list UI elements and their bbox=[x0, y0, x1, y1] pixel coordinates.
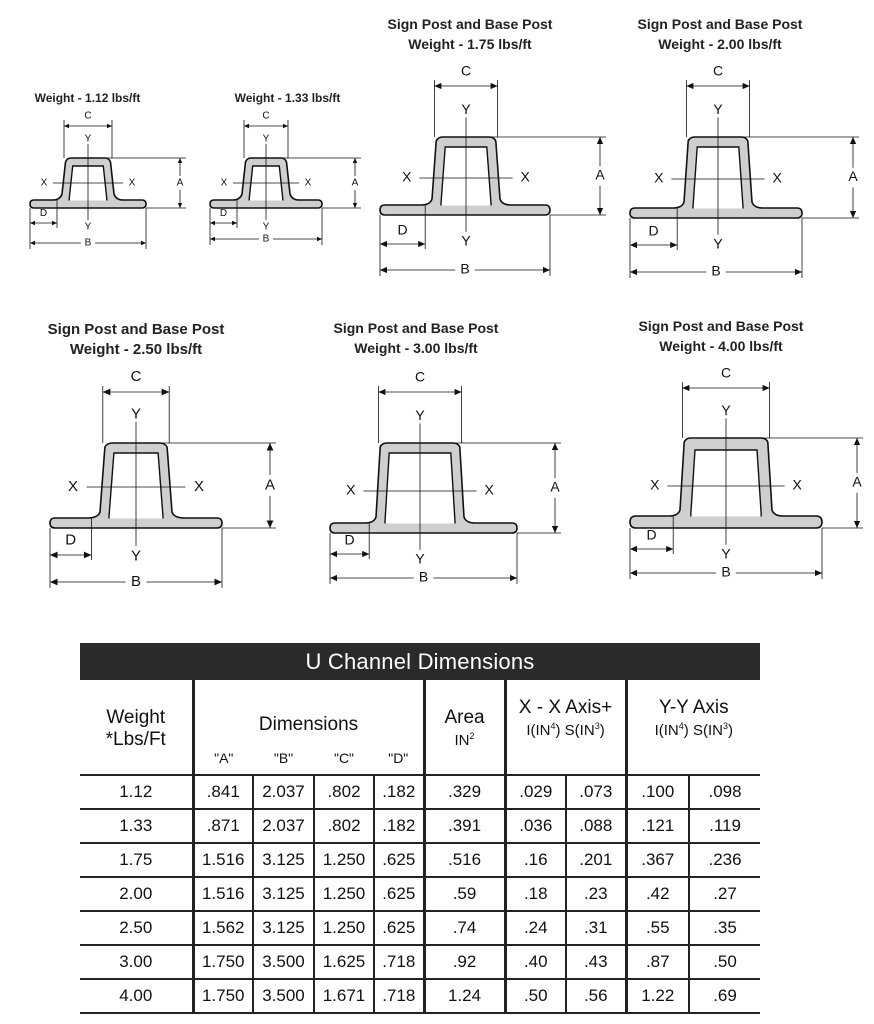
weight-header-line1: Weight bbox=[106, 707, 166, 728]
x-label-right: X bbox=[193, 477, 205, 495]
x-label-right: X bbox=[520, 168, 530, 185]
profile-1-diagram bbox=[0, 86, 184, 256]
d-label: D bbox=[344, 531, 355, 548]
x-label-left: X bbox=[654, 169, 664, 186]
xx-axis-title: X - X Axis+ bbox=[518, 697, 613, 718]
table-cell: .23 bbox=[566, 877, 626, 911]
table-cell: 3.500 bbox=[253, 945, 314, 979]
y-label-bottom: Y bbox=[130, 547, 142, 565]
y-label-bottom: Y bbox=[84, 221, 92, 233]
b-label: B bbox=[460, 260, 470, 277]
a-arrow-bottom bbox=[854, 521, 860, 528]
table-cell: .802 bbox=[314, 809, 374, 843]
table-cell: .029 bbox=[505, 775, 566, 809]
x-label-right: X bbox=[128, 177, 136, 189]
a-arrow-top bbox=[552, 443, 558, 450]
table-cell: .841 bbox=[193, 775, 253, 809]
dimensions-table bbox=[80, 680, 760, 1014]
dim-col-a: "A" bbox=[193, 742, 253, 775]
table-cell: .871 bbox=[193, 809, 253, 843]
x-label-left: X bbox=[650, 476, 660, 493]
table-cell: .367 bbox=[626, 843, 689, 877]
x-label-left: X bbox=[346, 481, 356, 498]
c-arrow-right bbox=[162, 389, 170, 396]
dimensions-header: Dimensions bbox=[193, 680, 424, 742]
table-cell: 1.250 bbox=[314, 843, 374, 877]
table-cell: .625 bbox=[374, 843, 424, 877]
profile-3-diagram bbox=[360, 12, 605, 287]
y-label-bottom: Y bbox=[415, 550, 425, 567]
a-arrow-bottom bbox=[178, 203, 183, 208]
a-arrow-bottom bbox=[353, 203, 358, 208]
table-cell: .100 bbox=[626, 775, 689, 809]
profile-7-weight: Weight - 4.00 lbs/ft bbox=[659, 338, 783, 354]
profile-5 bbox=[20, 320, 276, 595]
b-arrow-left bbox=[330, 575, 337, 581]
y-label-bottom: Y bbox=[262, 221, 270, 233]
table-cell: 3.125 bbox=[253, 877, 314, 911]
table-cell: .625 bbox=[374, 877, 424, 911]
profile-4-diagram bbox=[610, 12, 858, 287]
profile-2-weight: Weight - 1.33 lbs/ft bbox=[234, 91, 341, 105]
a-label: A bbox=[176, 177, 184, 189]
table-row bbox=[80, 911, 760, 945]
c-label: C bbox=[460, 62, 472, 79]
yy-i-sup: 4 bbox=[678, 721, 684, 731]
a-arrow-top bbox=[178, 158, 183, 163]
table-cell: .516 bbox=[424, 843, 505, 877]
b-label: B bbox=[130, 572, 142, 590]
a-label: A bbox=[550, 478, 560, 495]
table-cell: .56 bbox=[566, 979, 626, 1013]
c-label: C bbox=[84, 110, 92, 122]
d-label: D bbox=[39, 208, 48, 220]
b-arrow-right bbox=[215, 579, 223, 586]
dim-col-c: "C" bbox=[333, 750, 355, 766]
b-label: B bbox=[84, 237, 92, 249]
y-label-top: Y bbox=[84, 133, 92, 145]
d-label: D bbox=[397, 221, 408, 238]
profile-7-diagram bbox=[610, 314, 862, 589]
d-arrow-left bbox=[30, 221, 35, 226]
y-label-top: Y bbox=[130, 405, 142, 423]
y-label-top: Y bbox=[415, 407, 425, 424]
c-arrow-left bbox=[434, 83, 441, 89]
y-label-top: Y bbox=[721, 402, 731, 419]
y-label-bottom: Y bbox=[713, 235, 723, 252]
table-cell: 4.00 bbox=[80, 979, 193, 1013]
a-arrow-top bbox=[353, 158, 358, 163]
profile-6-weight: Weight - 3.00 lbs/ft bbox=[354, 340, 478, 356]
table-cell: .625 bbox=[374, 911, 424, 945]
table-cell: .50 bbox=[505, 979, 566, 1013]
table-cell: 2.50 bbox=[80, 911, 193, 945]
d-label: D bbox=[646, 526, 657, 543]
profile-3-weight: Weight - 1.75 lbs/ft bbox=[408, 36, 532, 52]
table-cell: .50 bbox=[689, 945, 760, 979]
profile-2-diagram bbox=[200, 86, 375, 256]
d-label: D bbox=[219, 208, 228, 220]
profile-3 bbox=[360, 12, 605, 287]
d-arrow-left bbox=[210, 221, 215, 226]
profile-1-weight: Weight - 1.12 lbs/ft bbox=[34, 91, 141, 105]
table-cell: 1.671 bbox=[314, 979, 374, 1013]
y-label-top: Y bbox=[262, 133, 270, 145]
c-arrow-right bbox=[491, 83, 498, 89]
table-title: U Channel Dimensions bbox=[80, 643, 760, 680]
area-header bbox=[424, 680, 505, 775]
table-row bbox=[80, 809, 760, 843]
yy-axis-header bbox=[626, 680, 760, 742]
table-row bbox=[80, 775, 760, 809]
table-cell: 1.75 bbox=[80, 843, 193, 877]
profile-7-heading: Sign Post and Base Post bbox=[638, 318, 804, 334]
table-cell: .27 bbox=[689, 877, 760, 911]
yy-s-prefix: ) S(IN bbox=[683, 722, 723, 739]
b-label: B bbox=[262, 233, 270, 245]
b-arrow-right bbox=[510, 575, 517, 581]
d-arrow-left bbox=[630, 242, 637, 248]
profile-6-heading: Sign Post and Base Post bbox=[333, 320, 499, 336]
c-arrow-right bbox=[743, 83, 750, 89]
a-label: A bbox=[848, 168, 858, 185]
table-cell: .802 bbox=[314, 775, 374, 809]
profile-6 bbox=[310, 316, 560, 591]
table-cell: .329 bbox=[424, 775, 505, 809]
table-cell: .35 bbox=[689, 911, 760, 945]
d-arrow-right bbox=[84, 552, 92, 559]
table-cell: 1.22 bbox=[626, 979, 689, 1013]
b-arrow-right bbox=[141, 241, 146, 246]
x-label-right: X bbox=[772, 169, 782, 186]
table-row bbox=[80, 979, 760, 1013]
d-arrow-right bbox=[52, 221, 57, 226]
b-arrow-left bbox=[630, 570, 637, 576]
table-cell: .31 bbox=[566, 911, 626, 945]
table-cell: 2.037 bbox=[253, 809, 314, 843]
a-label: A bbox=[852, 473, 862, 490]
table-cell: .098 bbox=[689, 775, 760, 809]
c-arrow-left bbox=[682, 385, 689, 391]
xx-axis-units bbox=[526, 722, 604, 739]
area-unit: IN bbox=[454, 731, 470, 749]
d-arrow-left bbox=[50, 552, 58, 559]
xx-i-prefix: I(IN bbox=[526, 722, 551, 739]
c-label: C bbox=[720, 364, 732, 381]
c-arrow-left bbox=[64, 124, 69, 129]
c-arrow-right bbox=[283, 124, 288, 129]
b-arrow-right bbox=[795, 269, 802, 275]
table-cell: .182 bbox=[374, 775, 424, 809]
y-label-bottom: Y bbox=[461, 232, 471, 249]
table-cell: .182 bbox=[374, 809, 424, 843]
x-label-left: X bbox=[40, 177, 48, 189]
table-cell: .036 bbox=[505, 809, 566, 843]
xx-axis-header bbox=[505, 680, 626, 742]
xx-s-sup: 3 bbox=[594, 721, 600, 731]
y-label-top: Y bbox=[461, 101, 471, 118]
profile-5-heading: Sign Post and Base Post bbox=[47, 321, 225, 338]
profile-5-weight: Weight - 2.50 lbs/ft bbox=[69, 341, 203, 358]
b-arrow-right bbox=[815, 570, 822, 576]
d-label: D bbox=[648, 222, 659, 239]
table-cell: .74 bbox=[424, 911, 505, 945]
x-label-right: X bbox=[792, 476, 802, 493]
x-label-right: X bbox=[484, 481, 494, 498]
table-cell: .55 bbox=[626, 911, 689, 945]
c-arrow-left bbox=[378, 389, 385, 395]
profile-5-diagram bbox=[20, 320, 276, 595]
table-cell: .088 bbox=[566, 809, 626, 843]
a-label: A bbox=[595, 166, 605, 183]
y-label-bottom: Y bbox=[721, 545, 731, 562]
table-cell: 2.037 bbox=[253, 775, 314, 809]
profile-4-heading: Sign Post and Base Post bbox=[637, 16, 803, 32]
table-cell: 3.125 bbox=[253, 843, 314, 877]
table-cell: .718 bbox=[374, 945, 424, 979]
a-label: A bbox=[264, 476, 276, 494]
dim-col-d: "D" bbox=[388, 750, 409, 766]
profile-6-diagram bbox=[310, 316, 560, 591]
x-label-right: X bbox=[304, 177, 312, 189]
table-cell: .43 bbox=[566, 945, 626, 979]
b-arrow-left bbox=[630, 269, 637, 275]
table-cell: 1.516 bbox=[193, 877, 253, 911]
profile-1 bbox=[0, 86, 184, 256]
a-arrow-top bbox=[850, 137, 856, 144]
table-cell: 3.00 bbox=[80, 945, 193, 979]
d-arrow-right bbox=[418, 241, 425, 247]
table-cell: 1.33 bbox=[80, 809, 193, 843]
d-label: D bbox=[65, 531, 77, 549]
b-label: B bbox=[418, 568, 429, 585]
table-cell: .87 bbox=[626, 945, 689, 979]
c-label: C bbox=[262, 110, 270, 122]
b-arrow-left bbox=[210, 237, 215, 242]
a-arrow-bottom bbox=[552, 526, 558, 533]
yy-s-sup: 3 bbox=[722, 721, 728, 731]
table-cell: .40 bbox=[505, 945, 566, 979]
profile-3-heading: Sign Post and Base Post bbox=[387, 16, 553, 32]
table-cell: .119 bbox=[689, 809, 760, 843]
d-arrow-right bbox=[666, 546, 673, 552]
profile-4 bbox=[610, 12, 858, 287]
b-arrow-right bbox=[543, 267, 550, 273]
b-label: B bbox=[711, 262, 721, 279]
b-arrow-left bbox=[30, 241, 35, 246]
b-label: B bbox=[721, 563, 731, 580]
a-arrow-top bbox=[597, 137, 603, 144]
y-label-top: Y bbox=[713, 101, 723, 118]
profile-7 bbox=[610, 314, 862, 589]
table-cell: 1.750 bbox=[193, 979, 253, 1013]
c-arrow-right bbox=[107, 124, 112, 129]
c-arrow-right bbox=[763, 385, 770, 391]
table-cell: 1.562 bbox=[193, 911, 253, 945]
yy-close: ) bbox=[727, 722, 733, 739]
weight-header bbox=[80, 680, 193, 775]
table-cell: 1.625 bbox=[314, 945, 374, 979]
table-cell: .24 bbox=[505, 911, 566, 945]
table-row bbox=[80, 843, 760, 877]
table-cell: .121 bbox=[626, 809, 689, 843]
c-label: C bbox=[414, 368, 426, 385]
table-cell: .42 bbox=[626, 877, 689, 911]
table-cell: .236 bbox=[689, 843, 760, 877]
table-row bbox=[80, 877, 760, 911]
table-cell: 1.250 bbox=[314, 911, 374, 945]
c-label: C bbox=[130, 367, 142, 385]
d-arrow-right bbox=[362, 551, 369, 557]
profile-2 bbox=[200, 86, 375, 256]
b-arrow-left bbox=[50, 579, 58, 586]
table-cell: 1.12 bbox=[80, 775, 193, 809]
xx-i-sup: 4 bbox=[550, 721, 556, 731]
a-label: A bbox=[351, 177, 359, 189]
weight-header-line2: *Lbs/Ft bbox=[105, 729, 166, 750]
table-cell: 1.24 bbox=[424, 979, 505, 1013]
xx-close: ) bbox=[599, 722, 605, 739]
area-header-label: Area bbox=[444, 706, 485, 728]
table-cell: 1.250 bbox=[314, 877, 374, 911]
yy-i-prefix: I(IN bbox=[654, 722, 679, 739]
table-cell: .18 bbox=[505, 877, 566, 911]
table-cell: .92 bbox=[424, 945, 505, 979]
a-arrow-bottom bbox=[597, 208, 603, 215]
b-arrow-left bbox=[380, 267, 387, 273]
table-cell: .59 bbox=[424, 877, 505, 911]
table-cell: .201 bbox=[566, 843, 626, 877]
table-cell: 1.516 bbox=[193, 843, 253, 877]
d-arrow-right bbox=[670, 242, 677, 248]
table-row bbox=[80, 945, 760, 979]
table-cell: .69 bbox=[689, 979, 760, 1013]
a-arrow-bottom bbox=[850, 211, 856, 218]
c-label: C bbox=[712, 62, 724, 79]
table-cell: 1.750 bbox=[193, 945, 253, 979]
yy-axis-units bbox=[655, 722, 733, 739]
table-cell: 3.500 bbox=[253, 979, 314, 1013]
c-arrow-left bbox=[103, 389, 111, 396]
c-arrow-left bbox=[686, 83, 693, 89]
table-cell: 2.00 bbox=[80, 877, 193, 911]
x-label-left: X bbox=[220, 177, 228, 189]
d-arrow-left bbox=[380, 241, 387, 247]
table-cell: 3.125 bbox=[253, 911, 314, 945]
a-arrow-top bbox=[854, 438, 860, 445]
dim-col-b: "B" bbox=[273, 750, 294, 766]
u-channel-table bbox=[80, 643, 760, 1014]
x-label-left: X bbox=[402, 168, 412, 185]
table-cell: .718 bbox=[374, 979, 424, 1013]
c-arrow-left bbox=[244, 124, 249, 129]
yy-axis-title: Y-Y Axis bbox=[658, 697, 729, 718]
b-arrow-right bbox=[317, 237, 322, 242]
xx-s-prefix: ) S(IN bbox=[555, 722, 595, 739]
x-label-left: X bbox=[67, 477, 79, 495]
area-unit-sup: 2 bbox=[469, 730, 475, 741]
d-arrow-left bbox=[330, 551, 337, 557]
d-arrow-right bbox=[232, 221, 237, 226]
a-arrow-bottom bbox=[267, 521, 274, 529]
table-cell: .16 bbox=[505, 843, 566, 877]
d-arrow-left bbox=[630, 546, 637, 552]
profile-4-weight: Weight - 2.00 lbs/ft bbox=[658, 36, 782, 52]
c-arrow-right bbox=[455, 389, 462, 395]
a-arrow-top bbox=[267, 443, 274, 451]
table-cell: .073 bbox=[566, 775, 626, 809]
table-cell: .391 bbox=[424, 809, 505, 843]
